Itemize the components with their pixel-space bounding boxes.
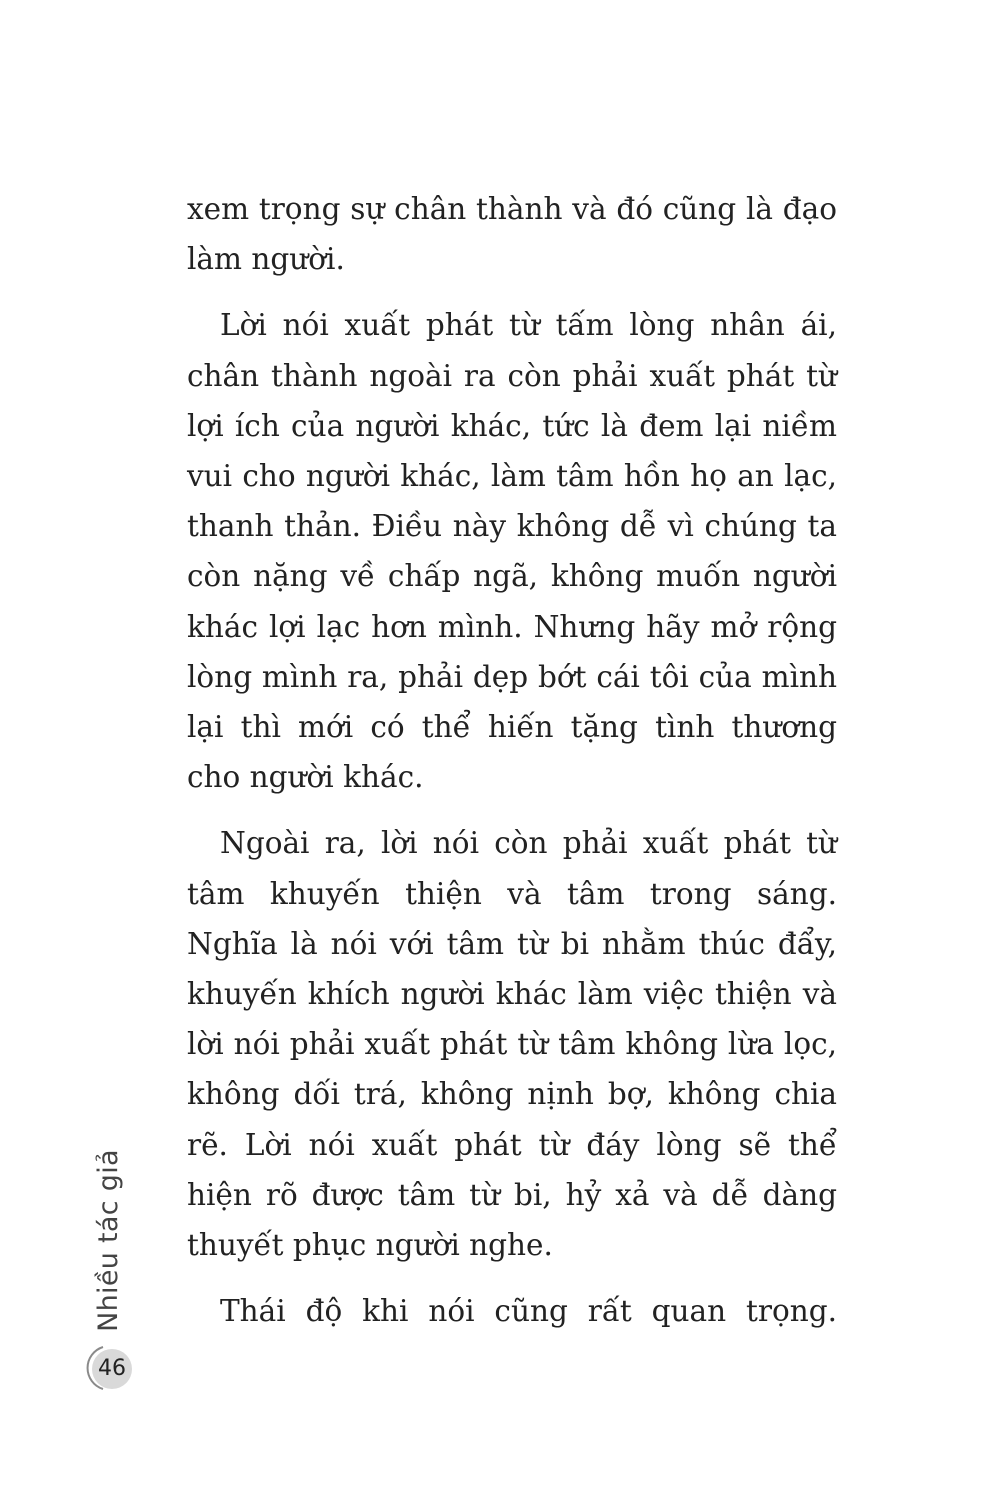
paragraph-attitude: Thái độ khi nói cũng rất quan trọng.: [220, 1294, 837, 1329]
author-label: Nhiều tác giả: [92, 1148, 124, 1332]
page-number: 46: [98, 1356, 126, 1381]
paragraph-continuation: xem trọng sự chân thành và đó cũng là đạo làm người.: [187, 192, 837, 277]
page-body-text: [187, 184, 837, 1352]
page-number-badge: [83, 1343, 133, 1393]
paragraph-good-intent: Ngoài ra, lời nói còn phải xuất phát từ tâm khuyến thiện và tâm trong sáng. Nghĩa là nói với tâm từ bi nhằm thúc đẩy, khuyến khích người khác làm việc thiện và lời nói phải xuất phát từ tâm không lừa lọc, không dối trá, không nịnh bợ, không chia rẽ. Lời nói xuất phát từ đáy lòng sẽ thể hiện rõ được tâm từ bi, hỷ xả và dễ dàng thuyết phục người nghe.: [187, 826, 837, 1263]
running-author-title: [88, 1150, 128, 1330]
paragraph-kind-speech: Lời nói xuất phát từ tấm lòng nhân ái, chân thành ngoài ra còn phải xuất phát từ lợi ích của người khác, tức là đem lại niềm vui cho người khác, làm tâm hồn họ an lạc, thanh thản. Điều này không dễ vì chúng ta còn nặng về chấp ngã, không muốn người khác lợi lạc hơn mình. Nhưng hãy mở rộng lòng mình ra, phải dẹp bớt cái tôi của mình lại thì mới có thể hiến tặng tình thương cho người khác.: [187, 308, 837, 795]
